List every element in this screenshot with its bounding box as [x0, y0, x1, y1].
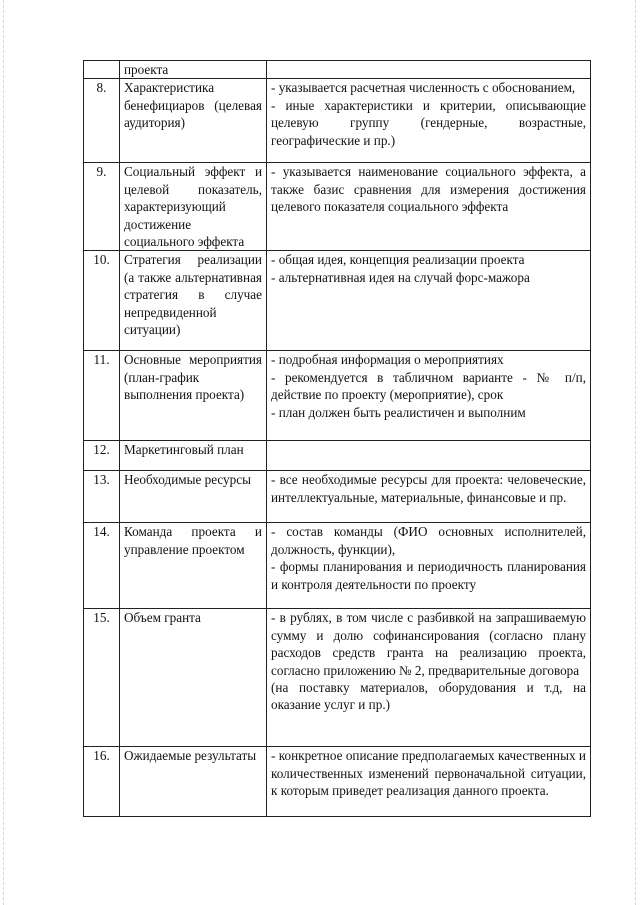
- row-description: [267, 471, 591, 523]
- row-title: Маркетинговый план: [120, 441, 267, 471]
- row-title: Стратегия реализации (а также альтернативная стратегия в случае непредвиденной ситуации): [120, 251, 267, 351]
- table-row: [84, 163, 591, 251]
- description-line: - в рублях, в том числе с разбивкой на запрашиваемую сумму и долю софинансирования (согласно плану расходов средств гранта на реализацию проекта, согласно приложению № 2, предварительные договора: [271, 610, 586, 678]
- description-line: - состав команды (ФИО основных исполнителей, должность, функции),: [271, 524, 586, 557]
- row-title: Ожидаемые результаты: [120, 747, 267, 817]
- description-line: - альтернативная идея на случай форс-мажора: [271, 269, 530, 285]
- row-title: Команда проекта и управление проектом: [120, 523, 267, 609]
- row-number: 16.: [84, 747, 120, 817]
- description-line: - план должен быть реалистичен и выполним: [271, 404, 526, 420]
- row-description: [267, 163, 591, 251]
- row-title: Необходимые ресурсы: [120, 471, 267, 523]
- description-line: - рекомендуется в табличном варианте - № п/п, действие по проекту (мероприятие), срок: [271, 369, 586, 403]
- description-line: - указывается наименование социального эффекта, а также базис сравнения для измерения достижения целевого показателя социального эффекта: [271, 164, 586, 215]
- description-line: - общая идея, концепция реализации проекта: [271, 252, 525, 268]
- row-number: 9.: [84, 163, 120, 251]
- description-line: - конкретное описание предполагаемых качественных и количественных изменений первоначальной ситуации, к которым приведет реализация данного проекта.: [271, 748, 586, 799]
- row-number: 14.: [84, 523, 120, 609]
- table-row: [84, 609, 591, 747]
- table-row: [84, 441, 591, 471]
- row-description: [267, 251, 591, 351]
- row-description: [267, 79, 591, 163]
- row-description: [267, 609, 591, 747]
- row-title: Характеристика бенефициаров (целевая аудитория): [120, 79, 267, 163]
- row-description: [267, 747, 591, 817]
- row-description: [267, 523, 591, 609]
- project-requirements-table: [83, 60, 591, 817]
- description-line: - формы планирования и периодичность планирования и контроля деятельности по проекту: [271, 559, 586, 592]
- scan-edge-left: [3, 0, 5, 905]
- row-number: 12.: [84, 441, 120, 471]
- row-title: Социальный эффект и целевой показатель, характеризующий достижение социального эффекта: [120, 163, 267, 251]
- table-row: [84, 251, 591, 351]
- row-number: 11.: [84, 351, 120, 441]
- table-row: [84, 351, 591, 441]
- row-description: [267, 351, 591, 441]
- table-row: [84, 471, 591, 523]
- row-title: Основные мероприятия (план-график выполнения проекта): [120, 351, 267, 441]
- description-line: - указывается расчетная численность с обоснованием,: [271, 80, 576, 96]
- row-number: 8.: [84, 79, 120, 163]
- description-line: - подробная информация о мероприятиях: [271, 352, 504, 368]
- row-number: 13.: [84, 471, 120, 523]
- description-line: - иные характеристики и критерии, описывающие целевую группу (гендерные, возрастные, географические и пр.): [271, 97, 586, 148]
- table-row: [84, 747, 591, 817]
- table-row: [84, 61, 591, 79]
- row-title: Объем гранта: [120, 609, 267, 747]
- row-description: [267, 61, 591, 79]
- row-title: проекта: [120, 61, 267, 79]
- row-description: [267, 441, 591, 471]
- row-number: [84, 61, 120, 79]
- row-number: 10.: [84, 251, 120, 351]
- scan-edge-right: [635, 0, 637, 905]
- table-row: [84, 79, 591, 163]
- description-line: (на поставку материалов, оборудования и т.д, на оказание услуг и пр.): [271, 680, 586, 713]
- row-number: 15.: [84, 609, 120, 747]
- table-row: [84, 523, 591, 609]
- description-line: - все необходимые ресурсы для проекта: человеческие, интеллектуальные, материальные, финансовые и пр.: [271, 472, 586, 505]
